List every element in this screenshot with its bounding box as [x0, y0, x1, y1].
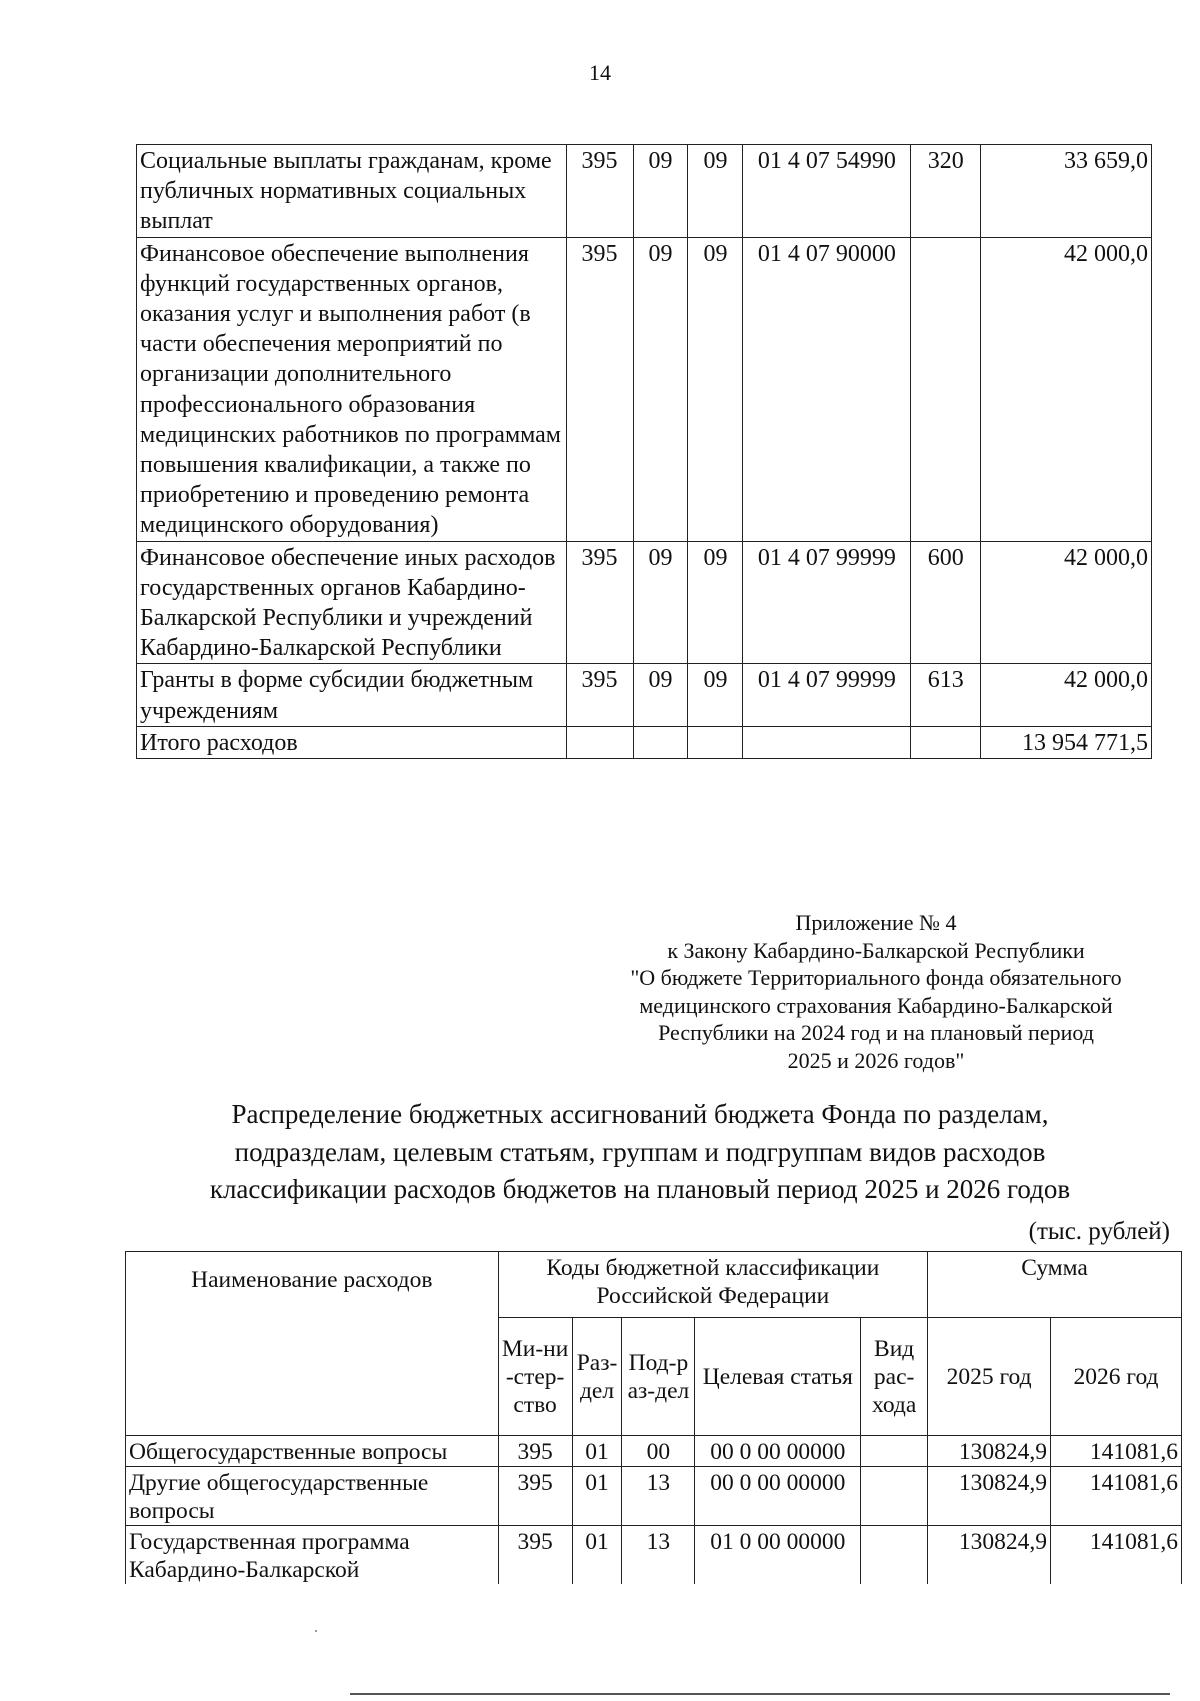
- table-header-row: [126, 1252, 1182, 1318]
- total-amount: 13 954 771,5: [981, 726, 1152, 758]
- section-code: 01: [572, 1467, 622, 1526]
- title-line: классификации расходов бюджетов на плановый период 2025 и 2026 годов: [209, 1174, 1071, 1204]
- ministry-code: 395: [566, 664, 633, 726]
- header-ministry: Ми-ни-стер-ство: [498, 1318, 572, 1436]
- total-row: [137, 726, 1152, 758]
- expense-type-code: [911, 726, 981, 758]
- table-row: [137, 541, 1152, 664]
- ministry-code: 395: [498, 1526, 572, 1585]
- table-row: [126, 1467, 1182, 1526]
- expense-type-code: 613: [911, 664, 981, 726]
- amount: 33 659,0: [981, 145, 1152, 238]
- subsection-code: 09: [688, 664, 743, 726]
- header-name: Наименование расходов: [126, 1252, 499, 1436]
- header-codes: Коды бюджетной классификации Российской Федерации: [498, 1252, 927, 1318]
- section-code: 01: [572, 1526, 622, 1585]
- ministry-code: [566, 726, 633, 758]
- amount: 42 000,0: [981, 541, 1152, 664]
- section-code: 09: [633, 664, 688, 726]
- header-sum: Сумма: [928, 1252, 1182, 1318]
- section-code: 09: [633, 145, 688, 238]
- appendix-line: Республики на 2024 год и на плановый период: [658, 1020, 1094, 1046]
- expense-type-code: [911, 237, 981, 541]
- subsection-code: [688, 726, 743, 758]
- section-code: 09: [633, 541, 688, 664]
- ministry-code: 395: [498, 1467, 572, 1526]
- expenses-table-continued: [136, 144, 1152, 759]
- amount-2026: 141081,6: [1051, 1467, 1182, 1526]
- appendix-line: медицинского страхования Кабардино-Балкарской: [639, 992, 1113, 1018]
- appendix-caption: [596, 909, 1156, 1075]
- subsection-code: 13: [622, 1467, 695, 1526]
- title-line: Распределение бюджетных ассигнований бюджета Фонда по разделам,: [231, 1099, 1049, 1129]
- expense-type-code: 600: [911, 541, 981, 664]
- ministry-code: 395: [566, 541, 633, 664]
- appendix-line: 2025 и 2026 годов": [787, 1047, 965, 1073]
- target-article-code: 01 4 07 99999: [743, 664, 911, 726]
- table-row: [137, 237, 1152, 541]
- expense-type-code: [861, 1467, 928, 1526]
- appendix-line: "О бюджете Территориального фонда обязательного: [630, 965, 1122, 991]
- section-code: [633, 726, 688, 758]
- target-article-code: 01 4 07 99999: [743, 541, 911, 664]
- amount-2025: 130824,9: [928, 1526, 1051, 1585]
- expense-type-code: 320: [911, 145, 981, 238]
- subsection-code: 09: [688, 145, 743, 238]
- subsection-code: 09: [688, 541, 743, 664]
- appendix-line: к Закону Кабардино-Балкарской Республики: [667, 937, 1085, 963]
- allocation-table: [125, 1251, 1182, 1584]
- target-article-code: [743, 726, 911, 758]
- table-row: [137, 145, 1152, 238]
- header-2025: 2025 год: [928, 1318, 1051, 1436]
- header-target-article: Целевая статья: [695, 1318, 861, 1436]
- ministry-code: 395: [566, 237, 633, 541]
- scan-speck: [315, 1630, 317, 1632]
- target-article-code: 01 0 00 00000: [695, 1526, 861, 1585]
- table-row: [137, 664, 1152, 726]
- header-section: Раз-дел: [572, 1318, 622, 1436]
- amount: 42 000,0: [981, 237, 1152, 541]
- header-expense-type: Вид рас-хода: [861, 1318, 928, 1436]
- table-row: [126, 1436, 1182, 1467]
- amount: 42 000,0: [981, 664, 1152, 726]
- amount-2026: 141081,6: [1051, 1526, 1182, 1585]
- section-code: 09: [633, 237, 688, 541]
- section-code: 01: [572, 1436, 622, 1467]
- document-title: [140, 1096, 1140, 1209]
- units-label: (тыс. рублей): [1028, 1218, 1170, 1245]
- target-article-code: 00 0 00 00000: [695, 1436, 861, 1467]
- target-article-code: 01 4 07 90000: [743, 237, 911, 541]
- amount-2026: 141081,6: [1051, 1436, 1182, 1467]
- ministry-code: 395: [566, 145, 633, 238]
- amount-2025: 130824,9: [928, 1467, 1051, 1526]
- amount-2025: 130824,9: [928, 1436, 1051, 1467]
- subsection-code: 13: [622, 1526, 695, 1585]
- header-subsection: Под-раз-дел: [622, 1318, 695, 1436]
- row-name: Социальные выплаты гражданам, кроме публичных нормативных социальных выплат: [137, 145, 567, 238]
- subsection-code: 09: [688, 237, 743, 541]
- total-label: Итого расходов: [137, 726, 567, 758]
- expense-type-code: [861, 1526, 928, 1585]
- expense-type-code: [861, 1436, 928, 1467]
- scan-bottom-edge: [350, 1693, 1170, 1695]
- table-row: [126, 1526, 1182, 1585]
- subsection-code: 00: [622, 1436, 695, 1467]
- row-name: Финансовое обеспечение выполнения функций государственных органов, оказания услуг и выполнения работ (в части обеспечения мероприятий по организации дополнительного профессионального образования медицинских работников по программам повышения квалификации, а также по приобретению и проведению ремонта медицинского оборудования): [137, 237, 567, 541]
- title-line: подразделам, целевым статьям, группам и подгруппам видов расходов: [234, 1136, 1046, 1167]
- appendix-line: Приложение № 4: [795, 910, 957, 935]
- row-name: Финансовое обеспечение иных расходов государственных органов Кабардино-Балкарской Республики и учреждений Кабардино-Балкарской Республики: [137, 541, 567, 664]
- row-name: Государственная программа Кабардино-Балкарской: [126, 1526, 499, 1585]
- header-2026: 2026 год: [1051, 1318, 1182, 1436]
- page-number: 14: [589, 60, 611, 85]
- row-name: Гранты в форме субсидии бюджетным учреждениям: [137, 664, 567, 726]
- target-article-code: 00 0 00 00000: [695, 1467, 861, 1526]
- row-name: Общегосударственные вопросы: [126, 1436, 499, 1467]
- ministry-code: 395: [498, 1436, 572, 1467]
- target-article-code: 01 4 07 54990: [743, 145, 911, 238]
- row-name: Другие общегосударственные вопросы: [126, 1467, 499, 1526]
